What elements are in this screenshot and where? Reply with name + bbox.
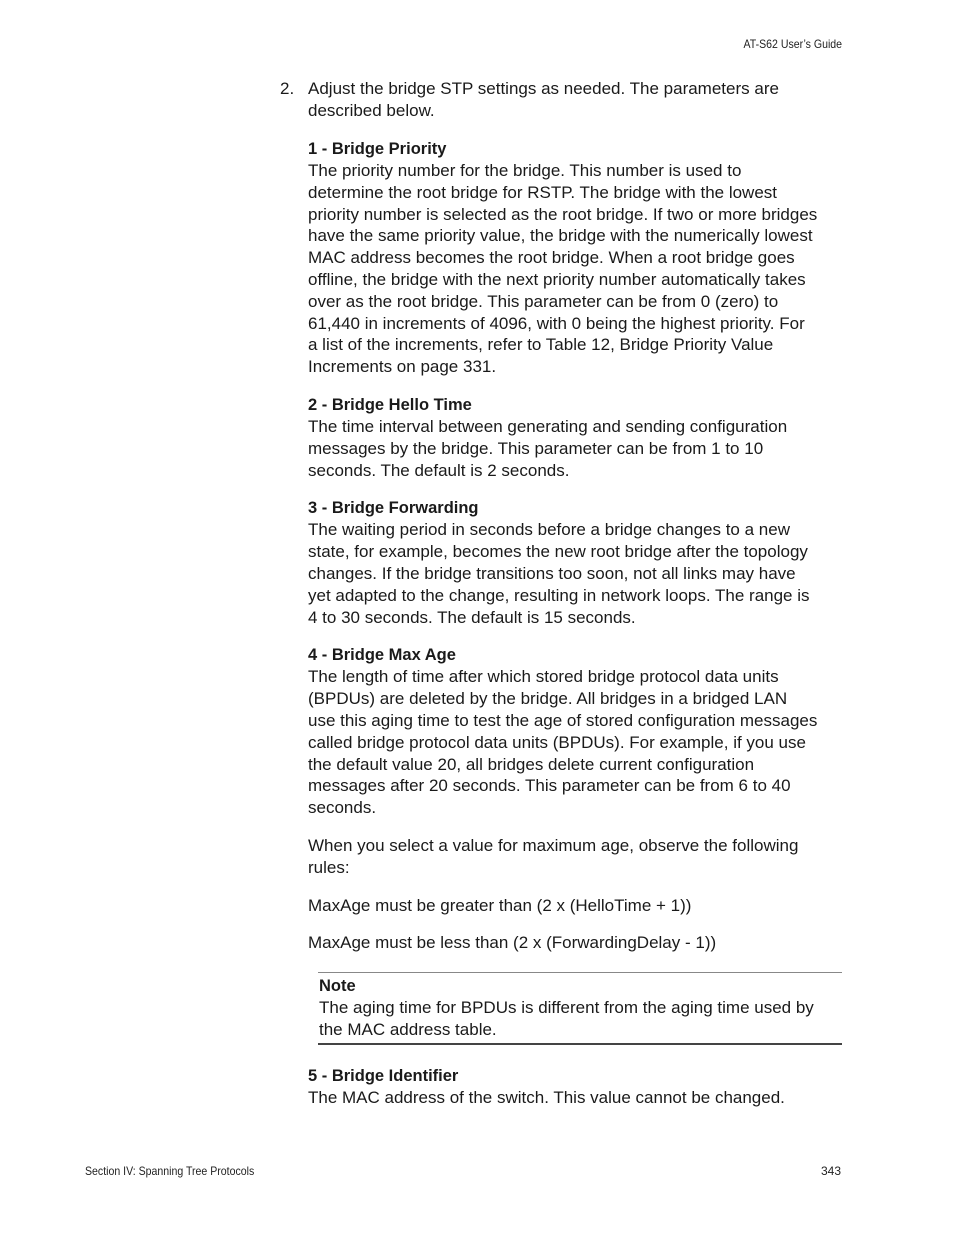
param-title: 1 - Bridge Priority: [308, 140, 447, 158]
note-text: The aging time for BPDUs is different from the aging time used by the MAC address table.: [319, 998, 814, 1040]
rule-item: MaxAge must be greater than (2 x (HelloTime + 1)): [308, 895, 692, 915]
param-bridge-priority: [308, 138, 818, 378]
running-header: AT-S62 User’s Guide: [743, 37, 842, 51]
note-box: [318, 972, 842, 1045]
param-title: 2 - Bridge Hello Time: [308, 395, 472, 414]
param-bridge-hello-time: [308, 394, 818, 481]
param-description: The MAC address of the switch. This value cannot be changed.: [308, 1088, 785, 1108]
param-title: 5 - Bridge Identifier: [308, 1067, 459, 1086]
rule-item: MaxAge must be less than (2 x (ForwardingDelay - 1)): [308, 933, 717, 953]
param-description: The waiting period in seconds before a bridge changes to a new state, for example, becomes the new root bridge after the topology changes. If the bridge transitions too soon, not all links may have yet adapted to the change, resulting in network loops. The range is 4 to 30 seconds. The default is 15 seconds.: [308, 520, 810, 627]
param-description: The length of time after which stored bridge protocol data units (BPDUs) are deleted by the bridge. All bridges in a bridged LAN use this aging time to test the age of stored configuration messages called bridge protocol data units (BPDUs). For example, if you use the default value 20, all bridges delete current configuration messages after 20 seconds. This parameter can be from 6 to 40 seconds.: [308, 667, 818, 818]
note-title: Note: [319, 977, 356, 996]
page-number: 343: [820, 1164, 841, 1178]
footer-section: Section IV: Spanning Tree Protocols: [85, 1164, 255, 1178]
rules-intro: When you select a value for maximum age, observe the following rules:: [308, 835, 799, 877]
param-title: 4 - Bridge Max Age: [308, 646, 456, 665]
param-title: 3 - Bridge Forwarding: [308, 499, 479, 518]
param-description: The time interval between generating and sending configuration messages by the bridge. This parameter can be from 1 to 10 seconds. The default is 2 seconds.: [308, 416, 788, 480]
param-bridge-max-age: [308, 644, 818, 819]
page-body: [280, 78, 818, 1125]
param-description: The priority number for the bridge. This number is used to determine the root bridge for RSTP. The bridge with the lowest priority number is selected as the root bridge. If two or more bridges have the same priority value, the bridge with the numerically lowest MAC address becomes the root bridge. When a root bridge goes offline, the bridge with the next priority number automatically takes over as the root bridge. This parameter can be from 0 (zero) to 61,440 in increments of 4096, with 0 being the highest priority. For a list of the increments, refer to Table 12, Bridge Priority Value Increments on page 331.: [308, 161, 818, 377]
param-bridge-forwarding: [308, 497, 818, 628]
step-number: 2.: [280, 79, 295, 98]
step-text: Adjust the bridge STP settings as needed. The parameters are described below.: [308, 79, 779, 120]
step-item: [280, 78, 818, 122]
param-bridge-identifier: [308, 1065, 818, 1109]
